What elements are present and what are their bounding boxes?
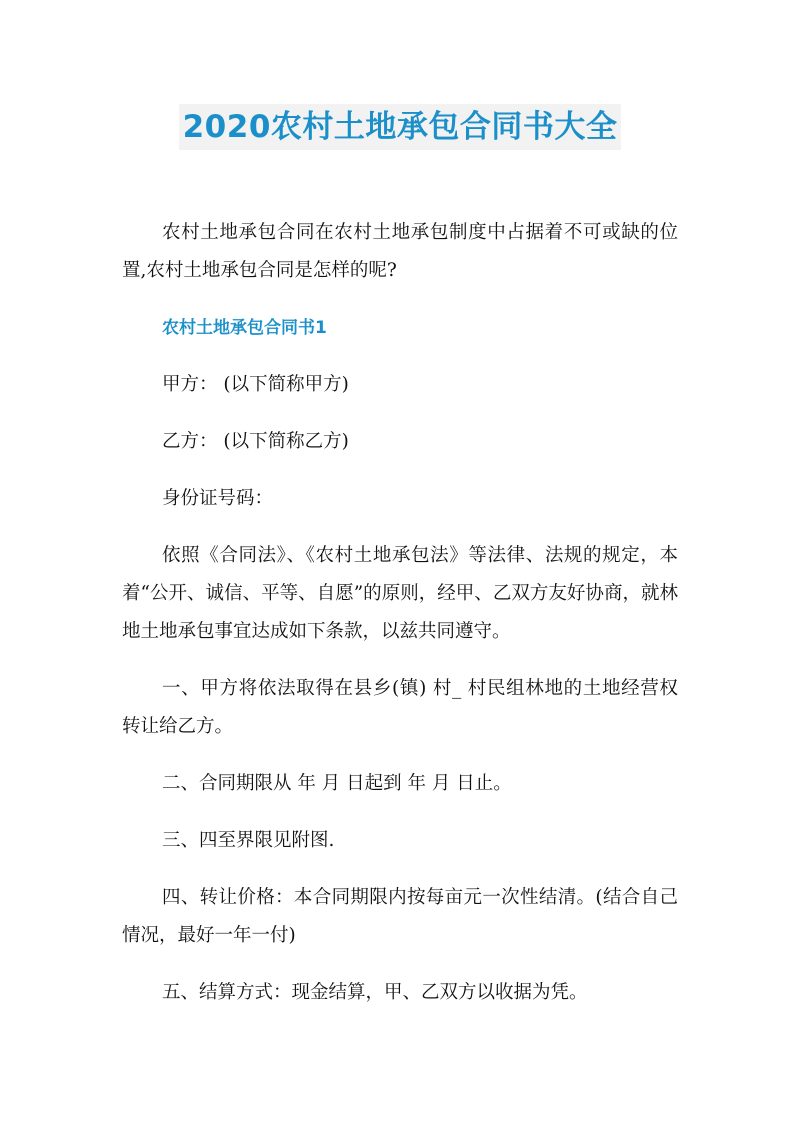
clause-5: 五、结算方式：现金结算，甲、乙双方以收据为凭。 (162, 982, 588, 1003)
clause-1: 一、甲方将依法取得在县乡(镇) 村_ 村民组林地的土地经营权转让给乙方。 (122, 678, 678, 737)
document-title: 2020农村土地承包合同书大全 (179, 104, 622, 150)
section-heading: 农村土地承包合同书1 (162, 318, 327, 338)
id-number-line: 身份证号码： (162, 488, 274, 509)
clause-3: 三、四至界限见附图. (162, 830, 335, 851)
document-body (122, 214, 678, 1012)
basis-paragraph: 依照《合同法》、《农村土地承包法》等法律、法规的规定，本着“公开、诚信、平等、自愿”的原则，经甲、乙双方友好协商，就林地土地承包事宜达成如下条款，以兹共同遵守。 (122, 545, 678, 642)
intro-paragraph: 农村土地承包合同在农村土地承包制度中占据着不可或缺的位置,农村土地承包合同是怎样的呢? (122, 222, 678, 281)
clause-2: 二、合同期限从 年 月 日起到 年 月 日止。 (162, 773, 512, 794)
party-a-line: 甲方： (以下简称甲方) (162, 374, 349, 395)
party-b-line: 乙方： (以下简称乙方) (162, 431, 349, 452)
title-container (0, 104, 800, 150)
clause-4: 四、转让价格：本合同期限内按每亩元一次性结清。(结合自己情况，最好一年一付) (122, 887, 678, 946)
